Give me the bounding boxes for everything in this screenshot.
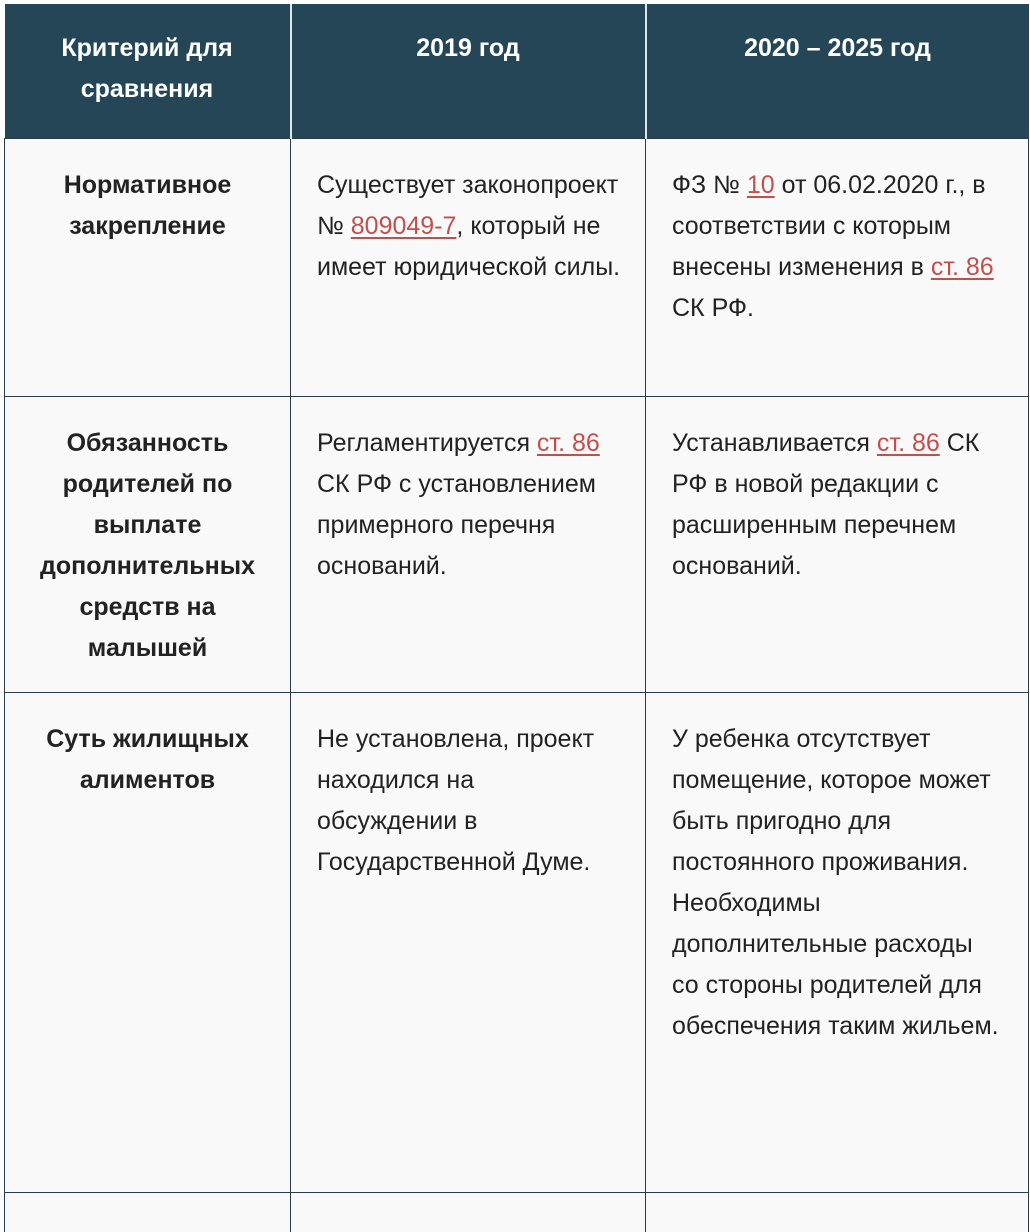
article-link[interactable]: ст. 86 xyxy=(536,428,600,457)
header-2019: 2019 год xyxy=(291,4,646,138)
header-criterion: Критерий для сравнения xyxy=(5,4,291,138)
article-link[interactable]: ст. 86 xyxy=(930,252,994,281)
cell-text: Регламентируется xyxy=(317,428,537,457)
cell-text: ФЗ № xyxy=(672,170,747,199)
table-row xyxy=(5,692,1029,1192)
comparison-table xyxy=(4,4,1029,1232)
cell-2020-2025: У ребенка отсутствует помещение, которое может быть пригодно для постоянного проживания. Необходимы дополнительные расходы со стороны родителей для обеспечения таким жильем. xyxy=(646,692,1029,1192)
cell-text: от 06.02.2020 г., в соответствии с которым внесены изменения в xyxy=(672,170,986,281)
cell-2019 xyxy=(291,1192,646,1232)
cell-2020-2025 xyxy=(646,396,1029,692)
criterion-cell: Нормативное закрепление xyxy=(5,138,291,396)
criterion-cell xyxy=(5,1192,291,1232)
criterion-cell: Обязанность родителей по выплате дополнительных средств на малышей xyxy=(5,396,291,692)
table-row xyxy=(5,396,1029,692)
cell-text: Существует законопроект № xyxy=(317,170,619,240)
table-row xyxy=(5,138,1029,396)
table-header-row xyxy=(5,4,1029,138)
law-link[interactable]: 809049-7 xyxy=(350,211,457,240)
article-link[interactable]: ст. 86 xyxy=(876,428,940,457)
cell-2019 xyxy=(291,396,646,692)
cell-2020-2025 xyxy=(646,138,1029,396)
cell-text: СК РФ. xyxy=(672,293,754,322)
table-row-partial xyxy=(5,1192,1029,1232)
law-link[interactable]: 10 xyxy=(746,170,775,199)
cell-2019 xyxy=(291,138,646,396)
cell-text: СК РФ в новой редакции с расширенным перечнем оснований. xyxy=(672,428,980,580)
cell-text: СК РФ с установлением примерного перечня оснований. xyxy=(317,469,596,580)
cell-2019: Не установлена, проект находился на обсуждении в Государственной Думе. xyxy=(291,692,646,1192)
header-2020-2025: 2020 – 2025 год xyxy=(646,4,1029,138)
cell-text: Устанавливается xyxy=(672,428,877,457)
criterion-cell: Суть жилищных алиментов xyxy=(5,692,291,1192)
cell-text: , который не имеет юридической силы. xyxy=(317,211,621,281)
cell-2020-2025 xyxy=(646,1192,1029,1232)
